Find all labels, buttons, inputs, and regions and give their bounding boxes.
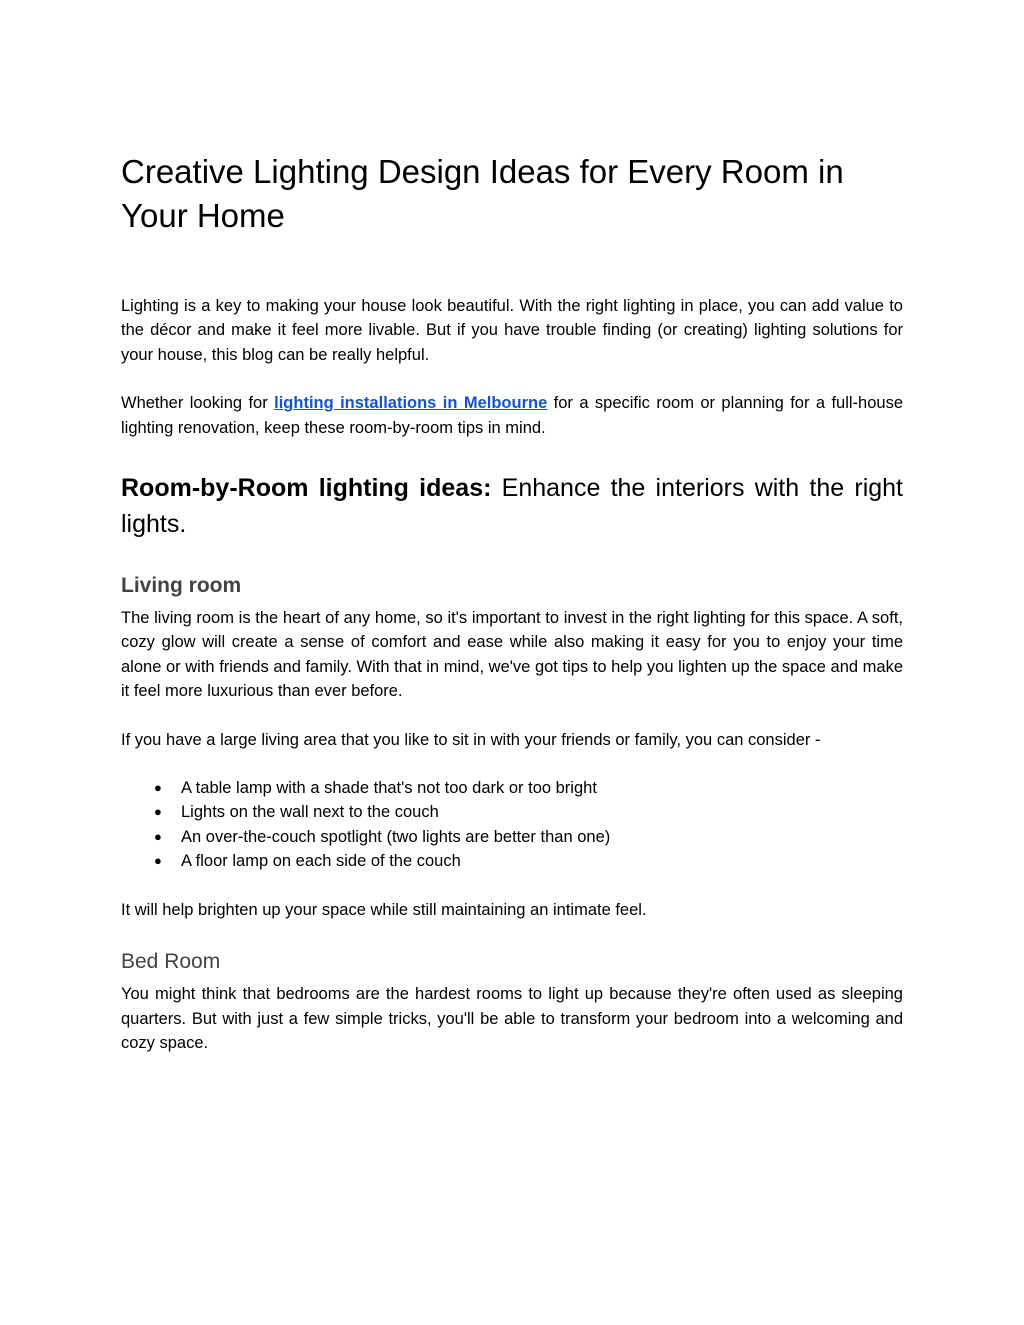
lighting-installations-link[interactable]: lighting installations in Melbourne	[274, 394, 548, 413]
living-room-paragraph-2: If you have a large living area that you like to sit in with your friends or family, you can consider -	[121, 730, 821, 749]
list-item	[121, 776, 903, 800]
bullet-icon: ●	[154, 853, 162, 869]
section-heading-bold: Room-by-Room lighting ideas:	[121, 474, 492, 503]
page-title: Creative Lighting Design Ideas for Every Room in Your Home	[121, 153, 844, 234]
living-room-paragraph-1: The living room is the heart of any home, so it's important to invest in the right lighting for this space. A soft, cozy glow will create a sense of comfort and ease while also making it easy for you to enjoy your time alone or with friends and family. With that in mind, we've got tips to help you lighten up the space and make it feel more luxurious than ever before.	[121, 609, 903, 701]
whether-text-before: Whether looking for	[121, 394, 275, 413]
document-page	[121, 150, 903, 1055]
whether-paragraph	[121, 391, 903, 440]
list-item-text: Lights on the wall next to the couch	[181, 803, 439, 822]
list-item-text: An over-the-couch spotlight (two lights are better than one)	[181, 827, 611, 846]
list-item-text: A floor lamp on each side of the couch	[181, 852, 461, 871]
section-heading	[121, 470, 903, 542]
bullet-icon: ●	[154, 780, 162, 796]
living-room-paragraph-3: It will help brighten up your space while still maintaining an intimate feel.	[121, 900, 647, 919]
living-room-bullet-list	[121, 776, 903, 874]
list-item	[121, 800, 903, 824]
intro-paragraph: Lighting is a key to making your house look beautiful. With the right lighting in place, you can add value to the décor and make it feel more livable. But if you have trouble finding (or creating) lighting solutions for your house, this blog can be really helpful.	[121, 297, 903, 364]
list-item	[121, 849, 903, 873]
bullet-icon: ●	[154, 828, 162, 844]
bullet-icon: ●	[154, 804, 162, 820]
list-item	[121, 825, 903, 849]
bed-room-heading: Bed Room	[121, 950, 221, 974]
list-item-text: A table lamp with a shade that's not too dark or too bright	[181, 779, 597, 798]
living-room-heading: Living room	[121, 574, 242, 598]
section-heading-rest: Enhance the interiors with the right lights.	[121, 474, 903, 539]
bed-room-paragraph-1: You might think that bedrooms are the hardest rooms to light up because they're often used as sleeping quarters. But with just a few simple tricks, you'll be able to transform your bedroom into a welcoming and cozy space.	[121, 985, 903, 1052]
whether-text-after: for a specific room or planning for a full-house lighting renovation, keep these room-by-room tips in mind.	[121, 394, 904, 437]
